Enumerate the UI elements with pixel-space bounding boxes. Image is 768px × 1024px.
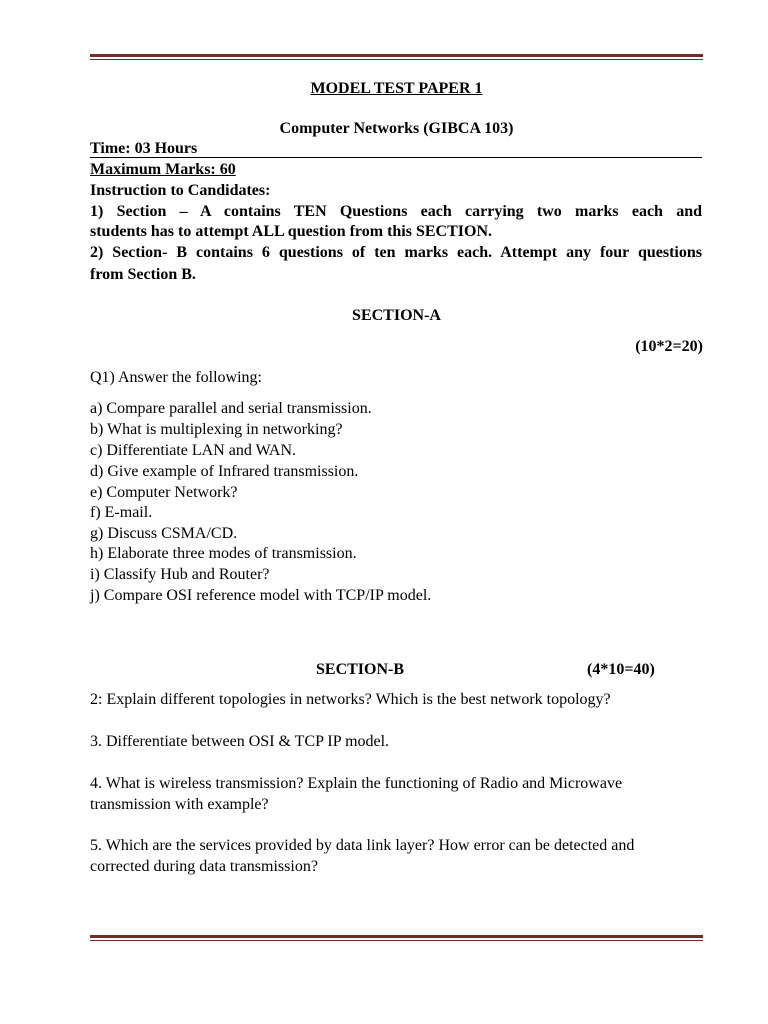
time-line: Time: 03 Hours: [90, 140, 702, 158]
list-item: e) Computer Network?: [90, 484, 238, 501]
list-item: h) Elaborate three modes of transmission.: [90, 545, 357, 562]
course-title: Computer Networks (GIBCA 103): [279, 120, 514, 137]
top-divider: [90, 54, 703, 60]
list-item: d) Give example of Infrared transmission.: [90, 463, 359, 480]
section-b-heading: SECTION-B: [316, 661, 405, 678]
question-1-intro: Q1) Answer the following:: [90, 369, 262, 386]
instruction-1-line2: students has to attempt ALL question from this SECTION.: [90, 223, 492, 240]
instruction-2-line2: from Section B.: [90, 266, 196, 283]
section-a-heading: SECTION-A: [352, 307, 441, 324]
section-b-marks: (4*10=40): [587, 661, 655, 678]
question-5-line1: 5. Which are the services provided by data link layer? How error can be detected and: [90, 837, 635, 854]
instruction-1-line1: 1) Section – A contains TEN Questions each carrying two marks each and: [90, 203, 702, 220]
paper-title: MODEL TEST PAPER 1: [310, 80, 483, 97]
list-item: a) Compare parallel and serial transmission.: [90, 400, 372, 417]
question-5-line2: corrected during data transmission?: [90, 858, 318, 875]
section-a-marks: (10*2=20): [635, 338, 703, 355]
list-item: f) E-mail.: [90, 504, 153, 521]
list-item: j) Compare OSI reference model with TCP/IP model.: [90, 587, 432, 604]
instruction-heading: Instruction to Candidates:: [90, 182, 271, 199]
instruction-2-line1: 2) Section- B contains 6 questions of ten marks each. Attempt any four questions: [90, 244, 702, 261]
list-item: i) Classify Hub and Router?: [90, 566, 270, 583]
bottom-divider: [90, 935, 703, 941]
max-marks: Maximum Marks: 60: [90, 161, 236, 178]
list-item: g) Discuss CSMA/CD.: [90, 525, 238, 542]
question-3: 3. Differentiate between OSI & TCP IP model.: [90, 733, 390, 750]
list-item: b) What is multiplexing in networking?: [90, 421, 343, 438]
question-4-line1: 4. What is wireless transmission? Explain the functioning of Radio and Microwave: [90, 775, 623, 792]
list-item: c) Differentiate LAN and WAN.: [90, 442, 296, 459]
question-4-line2: transmission with example?: [90, 796, 269, 813]
question-2: 2: Explain different topologies in networks? Which is the best network topology?: [90, 691, 611, 708]
